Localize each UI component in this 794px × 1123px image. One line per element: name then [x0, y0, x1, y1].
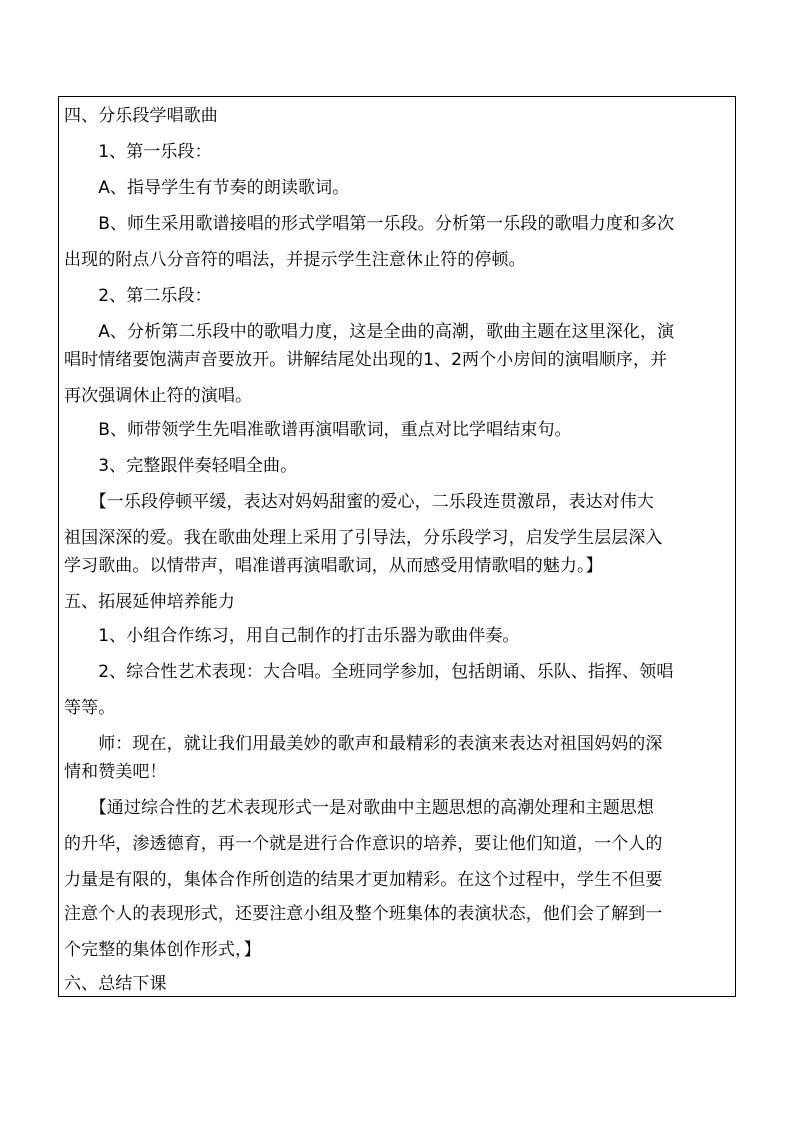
text-line: 【通过综合性的艺术表现形式一是对歌曲中主题思想的高潮处理和主题思想: [64, 798, 654, 818]
section-heading-4: 四、分乐段学唱歌曲: [64, 106, 218, 126]
text-line: 2、综合性艺术表现：大合唱。全班同学参加，包括朗诵、乐队、指挥、领唱: [64, 662, 674, 682]
text-line: A、分析第二乐段中的歌唱力度，这是全曲的高潮，歌曲主题在这里深化，演: [64, 322, 675, 342]
section-heading-5: 五、拓展延伸培养能力: [64, 592, 235, 612]
text-line: 情和赞美吧！: [64, 762, 167, 782]
text-line: B、师生采用歌谱接唱的形式学唱第一乐段。分析第一乐段的歌唱力度和多次: [64, 214, 675, 234]
subsection-2: 2、第二乐段：: [64, 286, 212, 306]
text-line: 注意个人的表现形式，还要注意小组及整个班集体的表演状态，他们会了解到一: [64, 904, 663, 924]
text-line: 再次强调休止符的演唱。: [64, 386, 253, 406]
text-line: 1、小组合作练习，用自己制作的打击乐器为歌曲伴奏。: [64, 626, 520, 646]
section-heading-6: 六、总结下课: [64, 974, 167, 994]
subsection-1: 1、第一乐段：: [64, 142, 212, 162]
text-line: 出现的附点八分音符的唱法，并提示学生注意休止符的停顿。: [64, 250, 526, 270]
subsection-3: 3、完整跟伴奏轻唱全曲。: [64, 456, 298, 476]
text-line: 祖国深深的爱。我在歌曲处理上采用了引导法，分乐段学习，启发学生层层深入: [64, 528, 663, 548]
text-line: 个完整的集体创作形式，】: [64, 940, 261, 960]
text-line: B、师带领学生先唱准歌谱再演唱歌词，重点对比学唱结束句。: [64, 420, 572, 440]
text-line: 等等。: [64, 698, 116, 718]
text-line: 的升华，渗透德育，再一个就是进行合作意识的培养，要让他们知道，一个人的: [64, 834, 663, 854]
text-line: 唱时情绪要饱满声音要放开。讲解结尾处出现的1、2两个小房间的演唱顺序，并: [64, 350, 668, 370]
text-line: 力量是有限的，集体合作所创造的结果才更加精彩。在这个过程中，学生不但要: [64, 870, 663, 890]
text-line: A、指导学生有节奏的朗读歌词。: [64, 178, 350, 198]
text-line: 【一乐段停顿平缓，表达对妈妈甜蜜的爱心，二乐段连贯激昂，表达对伟大: [64, 492, 654, 512]
text-line: 师：现在，就让我们用最美妙的歌声和最精彩的表演来表达对祖国妈妈的深: [64, 734, 663, 754]
text-line: 学习歌曲。以情带声，唱准谱再演唱歌词，从而感受用情歌唱的魅力。】: [64, 556, 603, 576]
